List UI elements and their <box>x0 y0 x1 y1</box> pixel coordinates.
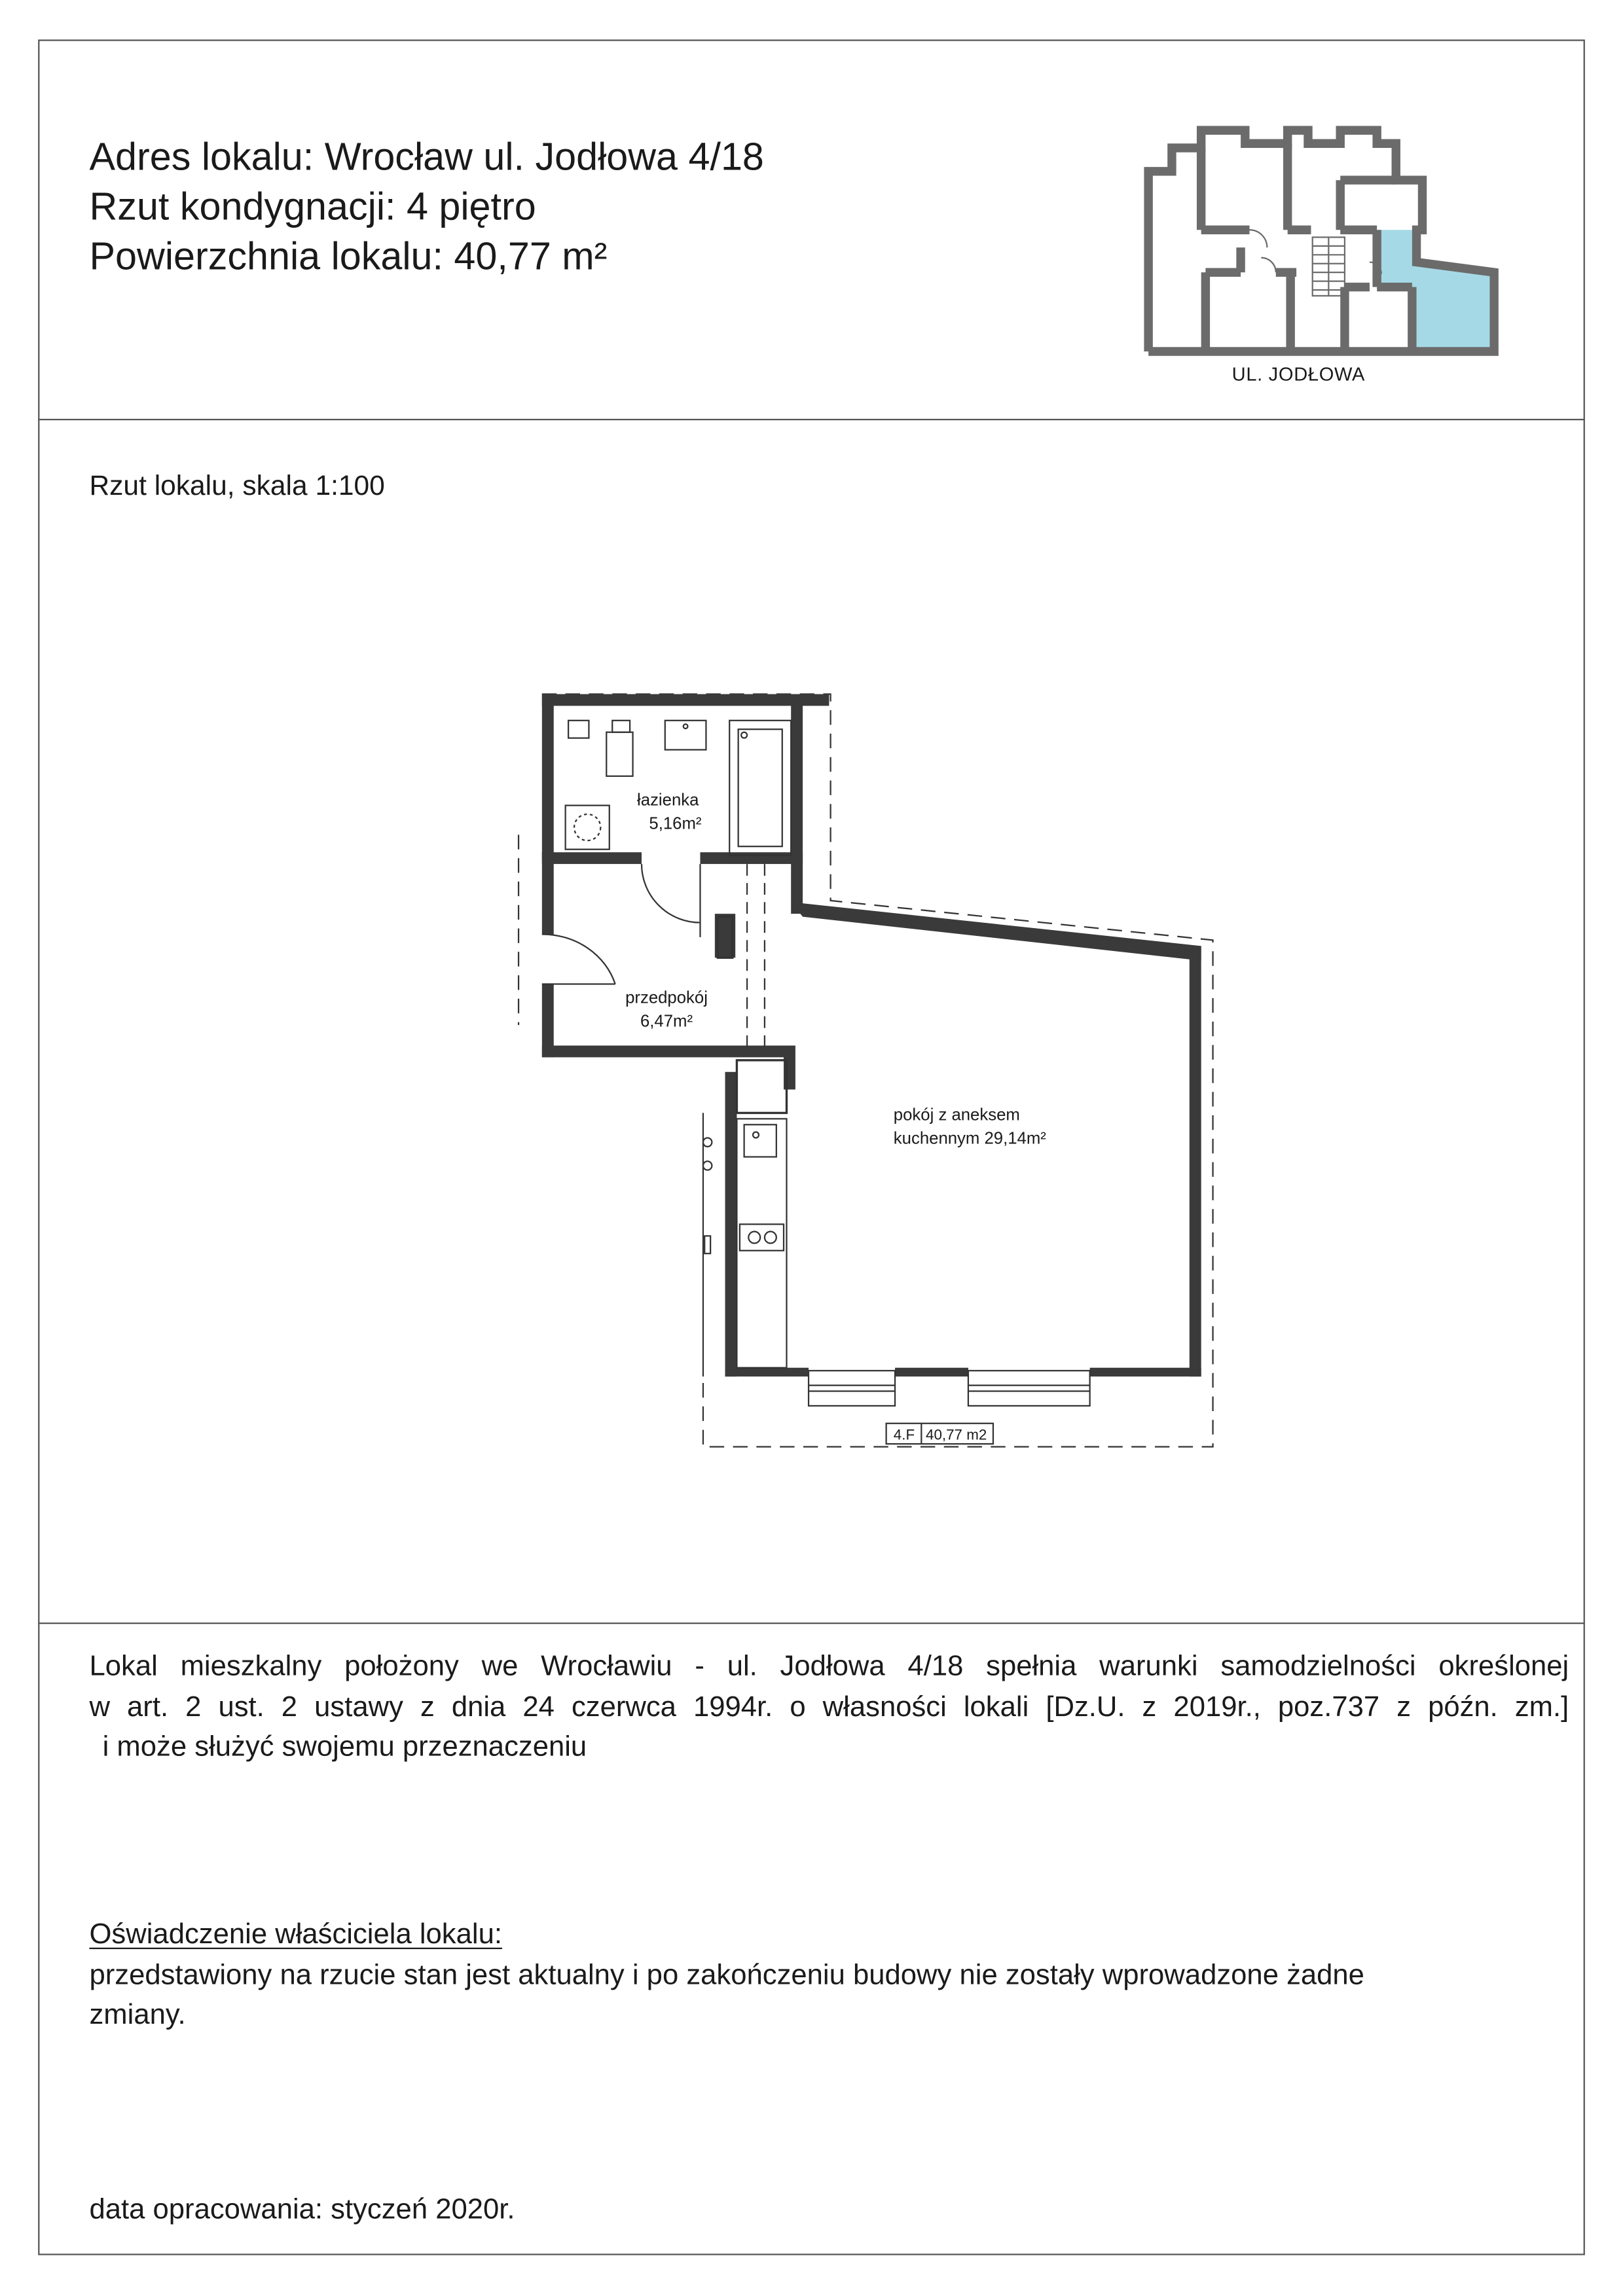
bathroom-name: łazienka <box>637 791 699 810</box>
unit-tag-id: 4.F <box>893 1426 915 1443</box>
living-room-name: pokój z aneksem <box>893 1105 1020 1124</box>
wall <box>784 1046 795 1090</box>
statement-line: Lokal mieszkalny położony we Wrocławiu - ul. Jodłowa 4/18 spełnia warunki samodzielności określonej <box>89 1650 1569 1683</box>
wall <box>725 1368 809 1376</box>
fixture-marker <box>703 1138 712 1146</box>
plan-divider <box>38 1623 1585 1624</box>
hall-area: 6,47m² <box>640 1012 693 1031</box>
wall <box>542 852 642 864</box>
door-swing <box>1261 258 1275 272</box>
bathtub-drain-icon <box>741 732 747 738</box>
area-line: Powierzchnia lokalu: 40,77 m² <box>89 234 608 279</box>
door-swing <box>1250 230 1267 247</box>
floor-line: Rzut kondygnacji: 4 piętro <box>89 184 536 229</box>
window <box>968 1371 1090 1406</box>
wall <box>791 694 803 914</box>
window <box>809 1371 895 1406</box>
wall <box>542 852 554 934</box>
bathroom-area: 5,16m² <box>649 814 702 833</box>
building-key-plan <box>1135 117 1516 366</box>
plan-caption: Rzut lokalu, skala 1:100 <box>89 471 385 503</box>
washing-machine-drum-icon <box>574 814 600 840</box>
address-line: Adres lokalu: Wrocław ul. Jodłowa 4/18 <box>89 134 764 179</box>
wall <box>725 1072 737 1376</box>
burner-icon <box>748 1232 760 1244</box>
entrance-door-swing <box>542 934 615 984</box>
sink-tap-icon <box>753 1132 759 1138</box>
header-divider <box>38 419 1585 420</box>
declaration-heading: Oświadczenie właściciela lokalu: <box>89 1918 502 1951</box>
street-label: UL. JODŁOWA <box>1231 363 1366 386</box>
fixture-marker <box>703 1161 712 1170</box>
sink-icon <box>744 1124 776 1157</box>
wall <box>542 694 830 706</box>
unit-tag-area: 40,77 m2 <box>926 1426 987 1443</box>
toilet-icon <box>606 732 632 776</box>
burner-icon <box>765 1232 776 1244</box>
wall <box>895 1368 968 1376</box>
shaft-icon <box>568 721 589 738</box>
declaration-line: zmiany. <box>89 1999 186 2032</box>
legal-statement <box>89 1647 1569 1768</box>
statement-line: w art. 2 ust. 2 ustawy z dnia 24 czerwca 1994r. o własności lokali [Dz.U. z 2019r., poz.737 z późn. zm.] <box>89 1691 1569 1723</box>
wall <box>791 902 1201 960</box>
apartment-floor-plan <box>513 689 1216 1450</box>
bathtub-inner-icon <box>739 729 782 846</box>
washbasin-tap-icon <box>684 724 688 728</box>
wall <box>1090 1368 1201 1376</box>
wall <box>700 852 803 864</box>
toilet-tank-icon <box>612 721 630 732</box>
wall <box>542 694 554 859</box>
wall <box>542 1046 794 1058</box>
wall <box>1190 946 1201 1376</box>
bathroom-door-swing <box>642 864 700 922</box>
washing-machine-icon <box>566 806 610 850</box>
date-line: data opracowania: styczeń 2020r. <box>89 2193 515 2226</box>
hall-name: przedpokój <box>625 988 708 1007</box>
living-room-area: kuchennym 29,14m² <box>893 1129 1046 1148</box>
fixture-marker <box>704 1236 710 1253</box>
owner-declaration <box>89 1916 1569 2037</box>
statement-line: i może służyć swojemu przeznaczeniu <box>102 1731 587 1763</box>
declaration-line: przedstawiony na rzucie stan jest aktualny i po zakończeniu budowy nie zostały wprowadzone żadne <box>89 1958 1364 1991</box>
column <box>737 1060 786 1113</box>
